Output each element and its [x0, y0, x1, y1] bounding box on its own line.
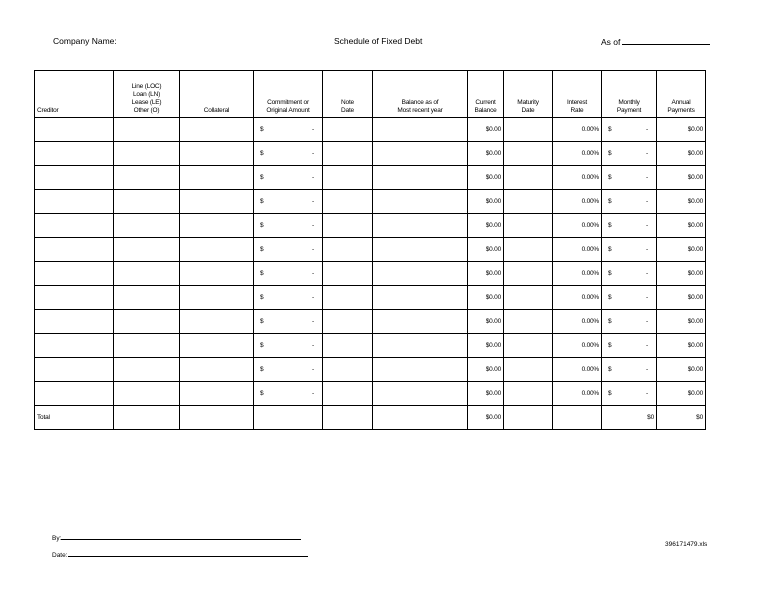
currency-symbol: $ — [608, 342, 612, 349]
as-of-field[interactable] — [601, 36, 710, 47]
maturity-date-cell[interactable] — [504, 358, 553, 382]
annual-payments-cell: $0.00 — [657, 286, 706, 310]
column-header-commitment: Commitment or Original Amount — [254, 71, 323, 118]
loan-type-cell[interactable] — [114, 166, 180, 190]
table-row — [35, 142, 706, 166]
creditor-cell[interactable] — [35, 382, 114, 406]
monthly-payment-cell[interactable] — [602, 310, 657, 334]
amount-value: - — [312, 318, 314, 325]
amount-value: - — [646, 318, 648, 325]
loan-type-cell[interactable] — [114, 358, 180, 382]
creditor-cell[interactable] — [35, 142, 114, 166]
interest-rate-cell[interactable]: 0.00% — [553, 118, 602, 142]
annual-payments-cell: $0.00 — [657, 214, 706, 238]
note-date-cell[interactable] — [323, 118, 373, 142]
commitment-amount — [256, 222, 320, 229]
amount-value: - — [646, 342, 648, 349]
table-row — [35, 238, 706, 262]
creditor-cell[interactable] — [35, 166, 114, 190]
current-balance-cell[interactable]: $0.00 — [468, 214, 504, 238]
collateral-cell[interactable] — [180, 166, 254, 190]
currency-symbol: $ — [608, 294, 612, 301]
currency-symbol: $ — [608, 366, 612, 373]
monthly-payment-cell[interactable] — [602, 142, 657, 166]
current-balance-cell[interactable]: $0.00 — [468, 238, 504, 262]
prior-balance-cell[interactable] — [373, 334, 468, 358]
fixed-debt-table — [34, 70, 706, 430]
commitment-amount — [256, 270, 320, 277]
monthly-payment-amount — [604, 222, 654, 229]
amount-value: - — [646, 198, 648, 205]
creditor-cell[interactable] — [35, 310, 114, 334]
signature-date-field[interactable] — [52, 550, 308, 559]
commitment-cell[interactable] — [254, 382, 323, 406]
maturity-date-cell[interactable] — [504, 166, 553, 190]
amount-value: - — [312, 294, 314, 301]
collateral-cell[interactable] — [180, 382, 254, 406]
annual-payments-cell: $0.00 — [657, 118, 706, 142]
amount-value: - — [646, 294, 648, 301]
interest-rate-cell[interactable]: 0.00% — [553, 214, 602, 238]
table-row — [35, 382, 706, 406]
prior-balance-cell[interactable] — [373, 166, 468, 190]
note-date-cell[interactable] — [323, 310, 373, 334]
commitment-amount — [256, 318, 320, 325]
commitment-amount — [256, 174, 320, 181]
amount-value: - — [646, 390, 648, 397]
interest-rate-cell[interactable]: 0.00% — [553, 310, 602, 334]
maturity-date-cell[interactable] — [504, 334, 553, 358]
creditor-cell[interactable] — [35, 238, 114, 262]
note-date-cell[interactable] — [323, 334, 373, 358]
table-row — [35, 334, 706, 358]
collateral-cell[interactable] — [180, 310, 254, 334]
loan-type-cell[interactable] — [114, 310, 180, 334]
date-blank-line[interactable] — [68, 550, 308, 557]
table-row — [35, 310, 706, 334]
prior-balance-cell[interactable] — [373, 262, 468, 286]
collateral-cell[interactable] — [180, 238, 254, 262]
prior-balance-cell[interactable] — [373, 358, 468, 382]
prior-balance-cell[interactable] — [373, 190, 468, 214]
table-row — [35, 358, 706, 382]
column-header-creditor: Creditor — [35, 71, 114, 118]
total-empty-cell — [373, 406, 468, 430]
column-header-current-balance: Current Balance — [468, 71, 504, 118]
prior-balance-cell[interactable] — [373, 142, 468, 166]
maturity-date-cell[interactable] — [504, 118, 553, 142]
collateral-cell[interactable] — [180, 358, 254, 382]
monthly-payment-amount — [604, 150, 654, 157]
amount-value: - — [312, 198, 314, 205]
amount-value: - — [646, 222, 648, 229]
note-date-cell[interactable] — [323, 166, 373, 190]
commitment-amount — [256, 246, 320, 253]
column-header-loan-type: Line (LOC) Loan (LN) Lease (LE) Other (O) — [114, 71, 180, 118]
monthly-payment-amount — [604, 342, 654, 349]
note-date-cell[interactable] — [323, 382, 373, 406]
interest-rate-cell[interactable]: 0.00% — [553, 286, 602, 310]
prior-balance-cell[interactable] — [373, 310, 468, 334]
annual-payments-cell: $0.00 — [657, 238, 706, 262]
collateral-cell[interactable] — [180, 334, 254, 358]
amount-value: - — [312, 342, 314, 349]
amount-value: - — [646, 366, 648, 373]
current-balance-cell[interactable]: $0.00 — [468, 382, 504, 406]
total-empty-cell — [504, 406, 553, 430]
commitment-amount — [256, 390, 320, 397]
commitment-amount — [256, 366, 320, 373]
maturity-date-cell[interactable] — [504, 190, 553, 214]
amount-value: - — [312, 174, 314, 181]
annual-payments-cell: $0.00 — [657, 262, 706, 286]
commitment-cell[interactable] — [254, 190, 323, 214]
monthly-payment-cell[interactable] — [602, 214, 657, 238]
collateral-cell[interactable] — [180, 286, 254, 310]
commitment-cell[interactable] — [254, 214, 323, 238]
monthly-payment-cell[interactable] — [602, 382, 657, 406]
table-row — [35, 214, 706, 238]
currency-symbol: $ — [260, 222, 264, 229]
monthly-payment-cell[interactable] — [602, 190, 657, 214]
column-header-annual-payments: Annual Payments — [657, 71, 706, 118]
maturity-date-cell[interactable] — [504, 142, 553, 166]
commitment-amount — [256, 150, 320, 157]
table-row — [35, 190, 706, 214]
loan-type-cell[interactable] — [114, 118, 180, 142]
monthly-payment-cell[interactable] — [602, 166, 657, 190]
annual-payments-cell: $0.00 — [657, 166, 706, 190]
monthly-payment-amount — [604, 318, 654, 325]
monthly-payment-cell[interactable] — [602, 286, 657, 310]
monthly-payment-amount — [604, 126, 654, 133]
loan-type-cell[interactable] — [114, 142, 180, 166]
prior-balance-cell[interactable] — [373, 286, 468, 310]
amount-value: - — [312, 366, 314, 373]
table-body — [35, 118, 706, 430]
interest-rate-cell[interactable]: 0.00% — [553, 190, 602, 214]
monthly-payment-amount — [604, 390, 654, 397]
column-header-maturity-date: Maturity Date — [504, 71, 553, 118]
currency-symbol: $ — [608, 390, 612, 397]
commitment-cell[interactable] — [254, 358, 323, 382]
note-date-cell[interactable] — [323, 190, 373, 214]
column-header-interest-rate: Interest Rate — [553, 71, 602, 118]
note-date-cell[interactable] — [323, 358, 373, 382]
total-annual-payments: $0 — [657, 406, 706, 430]
table-row — [35, 166, 706, 190]
loan-type-cell[interactable] — [114, 286, 180, 310]
table-row — [35, 286, 706, 310]
by-label: By: — [52, 535, 62, 542]
creditor-cell[interactable] — [35, 358, 114, 382]
annual-payments-cell: $0.00 — [657, 190, 706, 214]
monthly-payment-cell[interactable] — [602, 238, 657, 262]
currency-symbol: $ — [260, 318, 264, 325]
note-date-cell[interactable] — [323, 262, 373, 286]
loan-type-cell[interactable] — [114, 262, 180, 286]
creditor-cell[interactable] — [35, 334, 114, 358]
monthly-payment-amount — [604, 294, 654, 301]
total-empty-cell — [323, 406, 373, 430]
note-date-cell[interactable] — [323, 286, 373, 310]
currency-symbol: $ — [608, 246, 612, 253]
currency-symbol: $ — [608, 126, 612, 133]
maturity-date-cell[interactable] — [504, 286, 553, 310]
commitment-amount — [256, 342, 320, 349]
currency-symbol: $ — [260, 174, 264, 181]
maturity-date-cell[interactable] — [504, 310, 553, 334]
amount-value: - — [312, 222, 314, 229]
collateral-cell[interactable] — [180, 262, 254, 286]
commitment-amount — [256, 294, 320, 301]
loan-type-cell[interactable] — [114, 334, 180, 358]
loan-type-cell[interactable] — [114, 238, 180, 262]
creditor-cell[interactable] — [35, 262, 114, 286]
commitment-cell[interactable] — [254, 286, 323, 310]
creditor-cell[interactable] — [35, 118, 114, 142]
amount-value: - — [646, 150, 648, 157]
monthly-payment-cell[interactable] — [602, 262, 657, 286]
current-balance-cell[interactable]: $0.00 — [468, 142, 504, 166]
amount-value: - — [312, 246, 314, 253]
column-header-note-date: Note Date — [323, 71, 373, 118]
current-balance-cell[interactable]: $0.00 — [468, 310, 504, 334]
by-blank-line[interactable] — [61, 533, 301, 540]
amount-value: - — [312, 390, 314, 397]
collateral-cell[interactable] — [180, 118, 254, 142]
current-balance-cell[interactable]: $0.00 — [468, 118, 504, 142]
monthly-payment-amount — [604, 246, 654, 253]
interest-rate-cell[interactable]: 0.00% — [553, 142, 602, 166]
loan-type-cell[interactable] — [114, 382, 180, 406]
total-label: Total — [35, 406, 114, 430]
annual-payments-cell: $0.00 — [657, 142, 706, 166]
currency-symbol: $ — [608, 318, 612, 325]
prior-balance-cell[interactable] — [373, 118, 468, 142]
interest-rate-cell[interactable]: 0.00% — [553, 262, 602, 286]
current-balance-cell[interactable]: $0.00 — [468, 286, 504, 310]
creditor-cell[interactable] — [35, 214, 114, 238]
currency-symbol: $ — [608, 198, 612, 205]
current-balance-cell[interactable]: $0.00 — [468, 262, 504, 286]
monthly-payment-amount — [604, 366, 654, 373]
currency-symbol: $ — [260, 126, 264, 133]
maturity-date-cell[interactable] — [504, 382, 553, 406]
loan-type-cell[interactable] — [114, 214, 180, 238]
currency-symbol: $ — [260, 342, 264, 349]
annual-payments-cell: $0.00 — [657, 382, 706, 406]
filename-label: 396171479.xls — [665, 541, 708, 548]
currency-symbol: $ — [608, 174, 612, 181]
loan-type-cell[interactable] — [114, 190, 180, 214]
monthly-payment-cell[interactable] — [602, 358, 657, 382]
commitment-cell[interactable] — [254, 118, 323, 142]
total-empty-cell — [553, 406, 602, 430]
amount-value: - — [646, 126, 648, 133]
commitment-cell[interactable] — [254, 238, 323, 262]
table-row — [35, 262, 706, 286]
creditor-cell[interactable] — [35, 190, 114, 214]
amount-value: - — [646, 246, 648, 253]
currency-symbol: $ — [260, 366, 264, 373]
column-header-monthly-payment: Monthly Payment — [602, 71, 657, 118]
table-header-row — [35, 71, 706, 118]
currency-symbol: $ — [608, 222, 612, 229]
monthly-payment-cell[interactable] — [602, 118, 657, 142]
current-balance-cell[interactable]: $0.00 — [468, 166, 504, 190]
amount-value: - — [646, 174, 648, 181]
total-row — [35, 406, 706, 430]
interest-rate-cell[interactable]: 0.00% — [553, 382, 602, 406]
monthly-payment-amount — [604, 270, 654, 277]
monthly-payment-amount — [604, 174, 654, 181]
currency-symbol: $ — [260, 246, 264, 253]
date-label: Date: — [52, 552, 68, 559]
commitment-cell[interactable] — [254, 166, 323, 190]
maturity-date-cell[interactable] — [504, 238, 553, 262]
commitment-amount — [256, 126, 320, 133]
monthly-payment-cell[interactable] — [602, 334, 657, 358]
current-balance-cell[interactable]: $0.00 — [468, 190, 504, 214]
column-header-prior-balance: Balance as of Most recent year — [373, 71, 468, 118]
note-date-cell[interactable] — [323, 214, 373, 238]
signature-by-field[interactable] — [52, 533, 301, 542]
total-empty-cell — [180, 406, 254, 430]
total-empty-cell — [254, 406, 323, 430]
commitment-cell[interactable] — [254, 142, 323, 166]
annual-payments-cell: $0.00 — [657, 334, 706, 358]
commitment-cell[interactable] — [254, 334, 323, 358]
creditor-cell[interactable] — [35, 286, 114, 310]
interest-rate-cell[interactable]: 0.00% — [553, 334, 602, 358]
currency-symbol: $ — [260, 198, 264, 205]
currency-symbol: $ — [260, 294, 264, 301]
prior-balance-cell[interactable] — [373, 238, 468, 262]
prior-balance-cell[interactable] — [373, 214, 468, 238]
table-row — [35, 118, 706, 142]
currency-symbol: $ — [608, 150, 612, 157]
as-of-blank-line[interactable] — [622, 36, 710, 45]
amount-value: - — [312, 150, 314, 157]
maturity-date-cell[interactable] — [504, 214, 553, 238]
currency-symbol: $ — [260, 270, 264, 277]
company-name-label: Company Name: — [53, 36, 117, 46]
column-header-collateral: Collateral — [180, 71, 254, 118]
monthly-payment-amount — [604, 198, 654, 205]
total-empty-cell — [114, 406, 180, 430]
collateral-cell[interactable] — [180, 190, 254, 214]
amount-value: - — [646, 270, 648, 277]
amount-value: - — [312, 126, 314, 133]
total-monthly-payment: $0 — [602, 406, 657, 430]
total-current-balance: $0.00 — [468, 406, 504, 430]
interest-rate-cell[interactable]: 0.00% — [553, 358, 602, 382]
prior-balance-cell[interactable] — [373, 382, 468, 406]
amount-value: - — [312, 270, 314, 277]
currency-symbol: $ — [260, 150, 264, 157]
current-balance-cell[interactable]: $0.00 — [468, 358, 504, 382]
current-balance-cell[interactable]: $0.00 — [468, 334, 504, 358]
commitment-cell[interactable] — [254, 310, 323, 334]
interest-rate-cell[interactable]: 0.00% — [553, 166, 602, 190]
interest-rate-cell[interactable]: 0.00% — [553, 238, 602, 262]
note-date-cell[interactable] — [323, 142, 373, 166]
as-of-label: As of — [601, 37, 621, 47]
commitment-amount — [256, 198, 320, 205]
collateral-cell[interactable] — [180, 142, 254, 166]
collateral-cell[interactable] — [180, 214, 254, 238]
currency-symbol: $ — [608, 270, 612, 277]
page-title: Schedule of Fixed Debt — [334, 36, 423, 46]
note-date-cell[interactable] — [323, 238, 373, 262]
maturity-date-cell[interactable] — [504, 262, 553, 286]
annual-payments-cell: $0.00 — [657, 310, 706, 334]
commitment-cell[interactable] — [254, 262, 323, 286]
annual-payments-cell: $0.00 — [657, 358, 706, 382]
currency-symbol: $ — [260, 390, 264, 397]
